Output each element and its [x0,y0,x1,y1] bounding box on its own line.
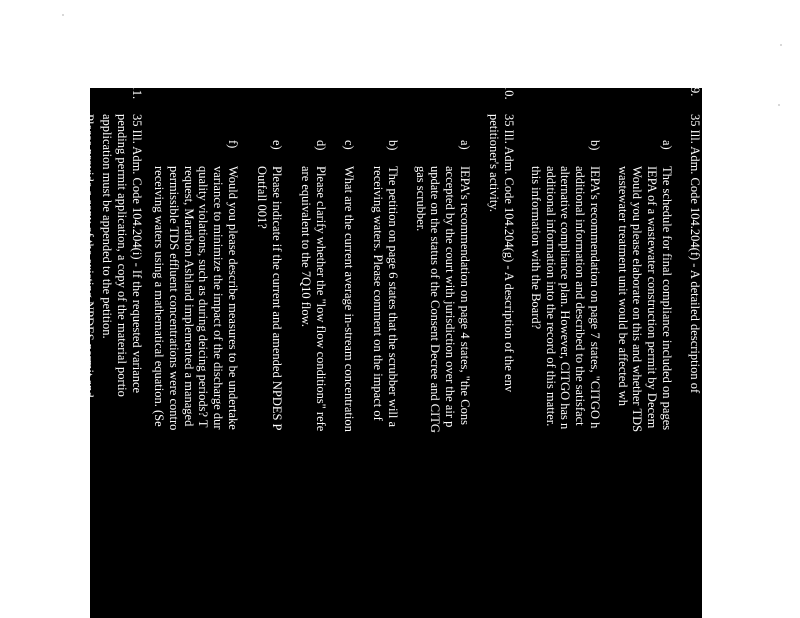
item-9 [687,88,702,393]
item-line: The schedule for final compliance included on pages [660,166,674,431]
item-number: f) [226,140,240,149]
scan-speck [62,14,64,16]
item-line: The petition on page 6 states that the scrubber will a [386,166,400,428]
item-line: update on the status of the Consent Decree and CITG [428,166,443,433]
item-line: Please clarify whether the "low flow conditions" refe [314,166,328,432]
item-line: are equivalent to the 7Q10 flow. [299,166,314,327]
item-number: a) [458,140,472,150]
item-line: this information with the Board? [528,166,543,330]
item-9b [528,88,602,429]
item-number: b) [588,140,602,151]
item-line: additional information and described to the satisfact [573,166,588,426]
item-line: variance to minimize the impact of the discharge dur [211,166,226,430]
item-line: petitioner's activity. [487,114,502,212]
item-number: 10. [502,84,516,100]
item-line: 35 Ill. Adm. Code 104.204(f) - A detailed description of [688,114,702,394]
item-line: 35 Ill. Adm. Code 104.204(i) - If the requested variance [130,114,144,394]
item-11-followup [66,88,96,398]
item-line: submitted to the IEPA on 8-5-04. [67,114,82,279]
item-line: quality violations, such as during deicing periods? T [196,166,211,428]
item-line: pending permit application, a copy of the material portio [115,114,130,397]
item-10b [370,88,400,427]
item-line: permissible TDS effluent concentrations were contro [166,166,181,431]
item-line: Outfall 001? [255,166,270,229]
item-line: additional information into the record of this matter. [543,166,558,427]
item-number: 11. [130,84,144,100]
scan-speck [778,104,780,106]
item-number: a) [660,140,674,150]
item-number: c) [342,140,356,150]
scan-speck [780,44,782,46]
item-10d [298,88,328,431]
item-10 [486,84,516,393]
item-line: receiving waters using a mathematical equation. (Se [152,166,167,427]
item-number: d) [314,140,328,151]
item-line: accepted by the court with jurisdiction over the air p [443,166,458,428]
item-line: What are the current average in-stream concentration [342,166,356,432]
item-line: request, Marathon Ashland implemented a managed [181,166,196,427]
item-9a [615,88,674,432]
item-line: IEPA's recommendation on page 7 states, "CITGO h [588,166,602,429]
item-10f [151,88,240,430]
item-line: Please provide a copy of the existing NPDES permit and [82,114,96,398]
item-line: 35 Ill. Adm. Code 104.204(g) - A description of the env [502,114,516,393]
item-line: gas scrubber. [413,166,428,232]
item-number: b) [386,140,400,151]
item-10a [413,88,472,433]
rotated-document-page [67,84,702,618]
item-number: e) [270,140,284,150]
item-line: Please indicate if the current and amended NPDES P [270,166,284,431]
item-line: wastewater treatment unit would be affected wh [615,166,630,406]
item-10c [341,88,356,432]
item-line: IEPA's recommendation on page 4 states, "the Cons [458,166,472,425]
item-line: alternative compliance plan. However, CITGO has n [558,166,573,430]
item-number: 9. [688,87,702,97]
item-line: Would you please elaborate on this and whether TDS [630,166,645,433]
item-11 [100,84,144,397]
item-line: application must be appended to the petition. [100,114,115,339]
item-10e [254,88,284,431]
item-line: Would you please describe measures to be undertake [226,166,240,430]
item-line: receiving waters. Please comment on the impact of [371,166,386,421]
scanned-page-region [67,84,702,618]
item-line: IEPA of a wastewater construction permit by Decem [645,166,660,429]
